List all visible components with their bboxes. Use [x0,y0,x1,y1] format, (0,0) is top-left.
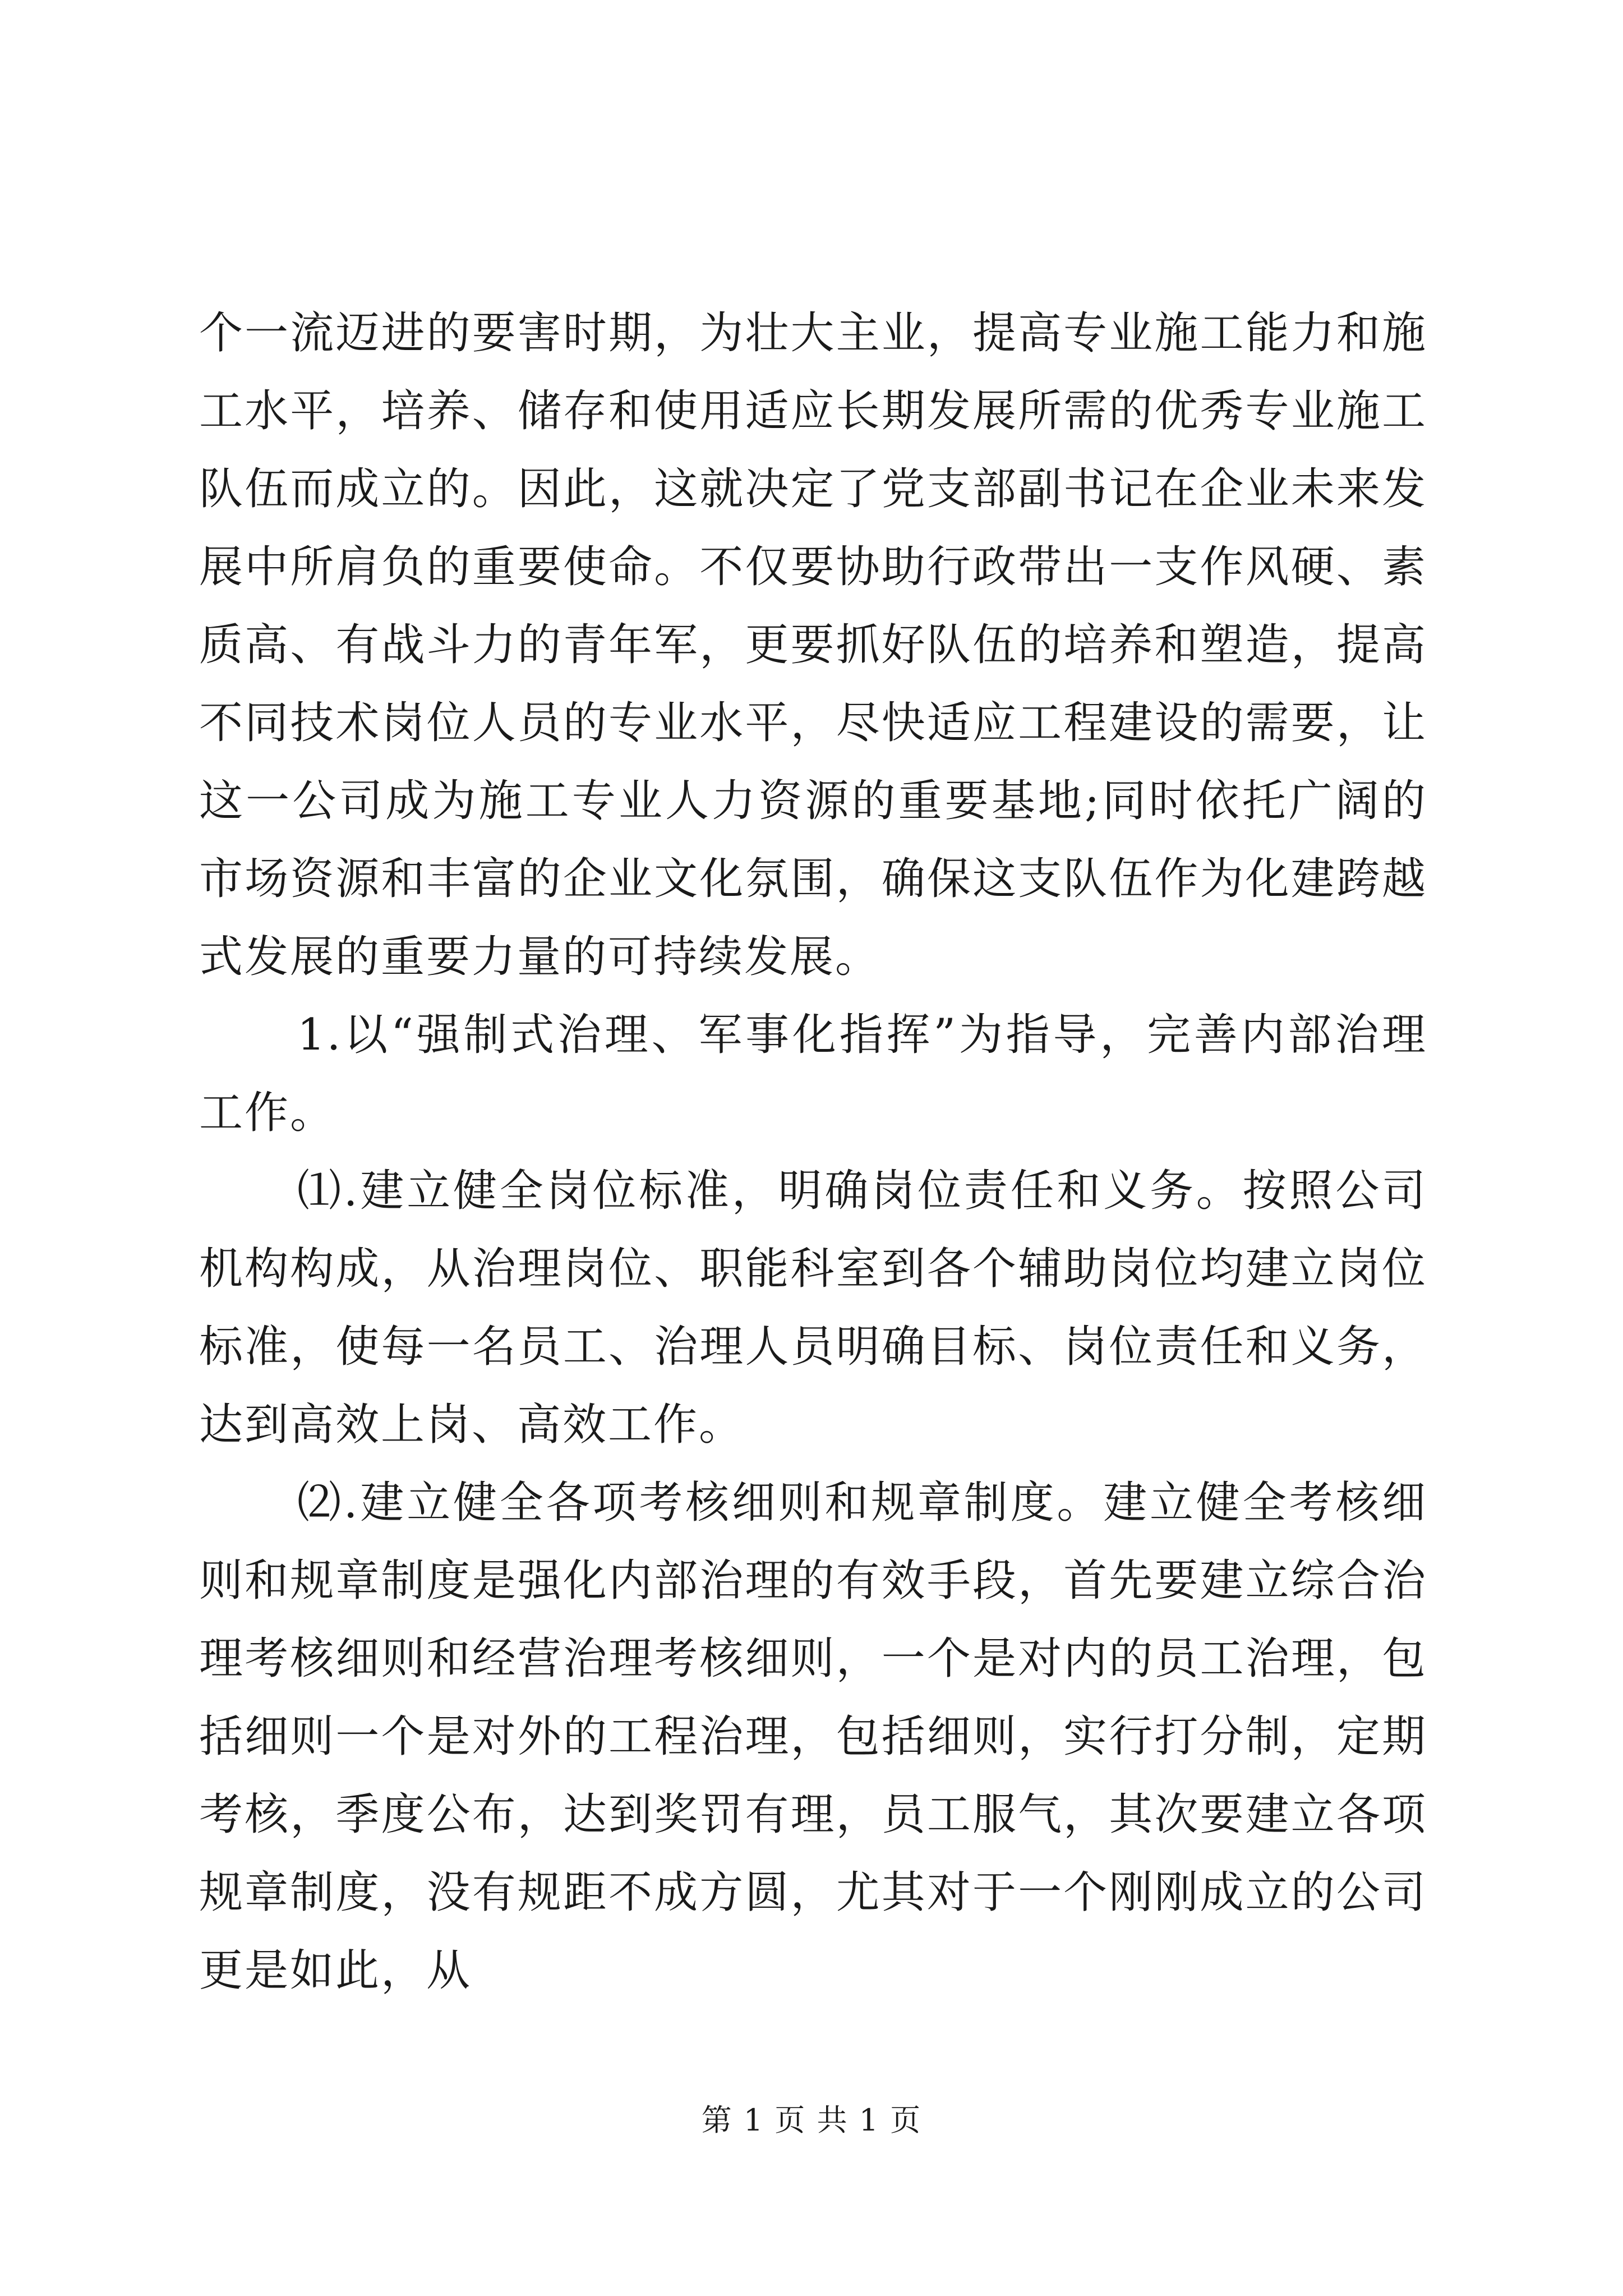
page-footer: 第 1 页 共 1 页 [701,2102,922,2138]
paragraph-item-1: ⑴.建立健全岗位标准，明确岗位责任和义务。按照公司机构构成，从治理岗位、职能科室到各个辅助岗位均建立岗位标准，使每一名员工、治理人员明确目标、岗位责任和义务，达到高效上岗、高效工作。 [199,1166,1427,1450]
paragraph-continuation: 个一流迈进的要害时期，为壮大主业，提高专业施工能力和施工水平，培养、储存和使用适应长期发展所需的优秀专业施工队伍而成立的。因此，这就决定了党支部副书记在企业未来发展中所肩负的重要使命。不仅要协助行政带出一支作风硬、素质高、有战斗力的青年军，更要抓好队伍的培养和塑造，提高不同技术岗位人员的专业水平，尽快适应工程建设的需要，让这一公司成为施工专业人力资源的重要基地;同时依托广阔的市场资源和丰富的企业文化氛围，确保这支队伍作为化建跨越式发展的重要力量的可持续发展。 [199,308,1427,982]
paragraph-item-2: ⑵.建立健全各项考核细则和规章制度。建立健全考核细则和规章制度是强化内部治理的有效手段，首先要建立综合治理考核细则和经营治理考核细则，一个是对内的员工治理，包括细则一个是对外的工程治理，包括细则，实行打分制，定期考核，季度公布，达到奖罚有理，员工服气，其次要建立各项规章制度，没有规距不成方圆，尤其对于一个刚刚成立的公司更是如此，从 [199,1478,1427,1996]
document-body [199,295,1427,2010]
heading-item-1: 1.以“强制式治理、军事化指挥”为指导，完善内部治理工作。 [199,1010,1427,1138]
